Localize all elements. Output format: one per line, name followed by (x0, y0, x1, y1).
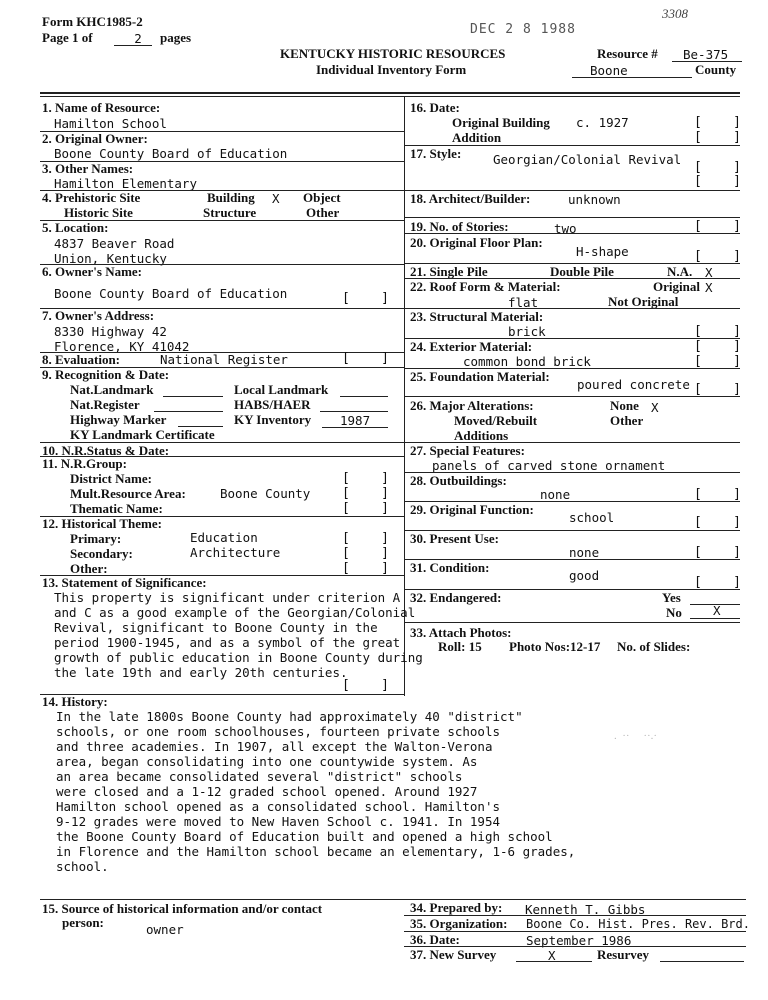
outbuildings-bracket: [ ] (694, 487, 741, 502)
secondary-bracket: [ ] (342, 546, 389, 561)
structure-label: Structure (203, 205, 257, 220)
primary-value: Education (190, 530, 258, 545)
exterior-label: 24. Exterior Material: (410, 339, 533, 354)
alterations-other-label: Other (610, 413, 644, 428)
form-subtitle: Individual Inventory Form (316, 62, 467, 77)
exterior-bracket-1: [ ] (694, 339, 741, 354)
page-total: 2 (134, 31, 142, 46)
owners-address-line1: 8330 Highway 42 (54, 324, 167, 339)
outbuildings-value: none (540, 487, 571, 502)
nr-status-label: 10. N.R.Status & Date: (42, 443, 170, 458)
new-survey-label: 37. New Survey (410, 947, 497, 962)
history-line: school. (56, 859, 109, 874)
foundation-label: 25. Foundation Material: (410, 369, 550, 384)
other-theme-label: Other: (70, 561, 108, 576)
present-use-value: none (569, 545, 600, 560)
history-line: In the late 1800s Boone County had approximately 40 "district" (56, 709, 523, 724)
district-bracket: [ ] (342, 471, 389, 486)
present-use-bracket: [ ] (694, 545, 741, 560)
location-line1: 4837 Beaver Road (54, 236, 175, 251)
original-building-label: Original Building (452, 115, 550, 130)
stories-value: two (554, 221, 577, 236)
na-mark: X (705, 265, 713, 280)
mra-value: Boone County (220, 486, 311, 501)
attach-photos-label: 33. Attach Photos: (410, 625, 512, 640)
photos-slides-label: No. of Slides: (617, 639, 691, 654)
nat-register-label: Nat.Register (70, 397, 140, 412)
source-value: owner (146, 922, 184, 937)
thematic-name-label: Thematic Name: (70, 501, 163, 516)
structural-label: 23. Structural Material: (410, 309, 544, 324)
date-label: 16. Date: (410, 100, 460, 115)
significance-line: This property is significant under criterion A (54, 590, 401, 605)
history-line: were closed and a 1-12 graded school opened. Around 1927 (56, 784, 478, 799)
history-line: an area became consolidated several "district" schools (56, 769, 463, 784)
history-line: area, began consolidating into one countywide system. As (56, 754, 478, 769)
significance-line: the late 19th and early 20th centuries. (54, 665, 348, 680)
primary-label: Primary: (70, 531, 122, 546)
floor-plan-label: 20. Original Floor Plan: (410, 235, 543, 250)
original-building-bracket: [ ] (694, 115, 741, 130)
na-label: N.A. (667, 264, 693, 279)
name-of-resource-label: 1. Name of Resource: (42, 100, 161, 115)
historical-theme-label: 12. Historical Theme: (42, 516, 162, 531)
original-owner-label: 2. Original Owner: (42, 131, 148, 146)
original-building-value: c. 1927 (576, 115, 629, 130)
secondary-value: Architecture (190, 545, 281, 560)
history-line: 9-12 grades were moved to New Haven School c. 1941. In 1954 (56, 814, 501, 829)
foundation-bracket: [ ] (694, 382, 741, 397)
organization-value: Boone Co. Hist. Pres. Rev. Brd. (526, 917, 750, 931)
organization-label: 35. Organization: (410, 916, 508, 931)
style-bracket-1: [ ] (694, 160, 741, 175)
roof-not-original-label: Not Original (608, 294, 679, 309)
county-label: County (695, 62, 737, 77)
county-value: Boone (590, 63, 628, 78)
single-pile-label: 21. Single Pile (410, 264, 488, 279)
habs-haer-label: HABS/HAER (234, 397, 311, 412)
structural-bracket: [ ] (694, 324, 741, 339)
district-name-label: District Name: (70, 471, 152, 486)
alterations-label: 26. Major Alterations: (410, 398, 534, 413)
handwritten-number: 3308 (662, 6, 688, 21)
ky-inventory-label: KY Inventory (234, 412, 312, 427)
primary-bracket: [ ] (342, 531, 389, 546)
local-landmark-label: Local Landmark (234, 382, 329, 397)
other-theme-bracket: [ ] (342, 561, 389, 576)
prepared-by-value: Kenneth T. Gibbs (525, 902, 646, 917)
new-survey-mark: X (548, 948, 556, 963)
significance-bracket: [ ] (342, 678, 389, 693)
pages-label: pages (160, 30, 192, 45)
structural-value: brick (508, 324, 546, 339)
ky-inventory-value: 1987 (340, 413, 371, 428)
date-stamp: DEC 2 8 1988 (470, 22, 576, 37)
architect-value: unknown (568, 192, 621, 207)
ky-landmark-label: KY Landmark Certificate (70, 427, 215, 442)
nat-landmark-label: Nat.Landmark (70, 382, 154, 397)
floor-plan-value: H-shape (576, 244, 629, 259)
moved-rebuilt-label: Moved/Rebuilt (454, 413, 538, 428)
building-mark: X (272, 191, 280, 206)
owners-name-value: Boone County Board of Education (54, 286, 288, 301)
evaluation-label: 8. Evaluation: (42, 352, 121, 367)
original-function-label: 29. Original Function: (410, 502, 534, 517)
history-line: in Florence and the Hamilton school became an elementary, 1-6 grades, (56, 844, 576, 859)
owners-name-label: 6. Owner's Name: (42, 264, 143, 279)
significance-line: Revival, significant to Boone County in the (54, 620, 378, 635)
roof-value: flat (508, 295, 539, 310)
original-function-value: school (569, 510, 615, 525)
stories-label: 19. No. of Stories: (410, 219, 509, 234)
endangered-yes-label: Yes (662, 590, 681, 605)
foundation-value: poured concrete (577, 377, 690, 392)
thematic-bracket: [ ] (342, 501, 389, 516)
prehistoric-site-label: 4. Prehistoric Site (42, 190, 141, 205)
mra-label: Mult.Resource Area: (70, 486, 186, 501)
original-owner-value: Boone County Board of Education (54, 146, 288, 161)
resurvey-label: Resurvey (597, 947, 649, 962)
location-line2: Union, Kentucky (54, 251, 167, 266)
special-features-value: panels of carved stone ornament (432, 458, 666, 473)
other-type-label: Other (306, 205, 340, 220)
roof-original-mark: X (705, 280, 713, 295)
highway-marker-label: Highway Marker (70, 412, 167, 427)
form-title: KENTUCKY HISTORIC RESOURCES (280, 46, 506, 61)
source-label: 15. Source of historical information and/or contact (42, 901, 323, 916)
additions-label: Additions (454, 428, 509, 443)
present-use-label: 30. Present Use: (410, 531, 499, 546)
alterations-none-label: None (610, 398, 639, 413)
page-label: Page 1 of (42, 30, 93, 45)
stories-bracket: [ ] (694, 219, 741, 234)
owners-address-line2: Florence, KY 41042 (54, 339, 190, 354)
form-id: Form KHC1985-2 (42, 14, 143, 29)
history-line: Hamilton school opened as a consolidated school. Hamilton's (56, 799, 501, 814)
endangered-no-mark: X (713, 603, 721, 618)
evaluation-value: National Register (160, 352, 288, 367)
prepared-by-label: 34. Prepared by: (410, 900, 503, 915)
condition-bracket: [ ] (694, 575, 741, 590)
photos-numbers: Photo Nos:12-17 (509, 639, 601, 654)
building-label: Building (207, 190, 255, 205)
condition-label: 31. Condition: (410, 560, 490, 575)
owners-address-label: 7. Owner's Address: (42, 308, 155, 323)
style-label: 17. Style: (410, 146, 462, 161)
special-features-label: 27. Special Features: (410, 443, 525, 458)
exterior-bracket-2: [ ] (694, 354, 741, 369)
other-names-label: 3. Other Names: (42, 161, 134, 176)
floor-plan-bracket: [ ] (694, 249, 741, 264)
style-value: Georgian/Colonial Revival (493, 152, 682, 167)
outbuildings-label: 28. Outbuildings: (410, 473, 507, 488)
significance-label: 13. Statement of Significance: (42, 575, 207, 590)
architect-label: 18. Architect/Builder: (410, 191, 531, 206)
roof-label: 22. Roof Form & Material: (410, 279, 561, 294)
resource-label: Resource # (597, 46, 658, 61)
exterior-value: common bond brick (463, 354, 591, 369)
recognition-label: 9. Recognition & Date: (42, 367, 170, 382)
resource-value: Be-375 (683, 47, 729, 62)
nr-group-label: 11. N.R.Group: (42, 456, 127, 471)
other-names-value: Hamilton Elementary (54, 176, 197, 191)
style-bracket-2: [ ] (694, 174, 741, 189)
owner-bracket: [ ] (342, 291, 389, 306)
condition-value: good (569, 568, 600, 583)
history-label: 14. History: (42, 694, 108, 709)
secondary-label: Secondary: (70, 546, 133, 561)
source-label-person: person: (62, 915, 104, 930)
prepared-date-label: 36. Date: (410, 932, 460, 947)
name-of-resource-value: Hamilton School (54, 116, 167, 131)
prepared-date-value: September 1986 (526, 933, 632, 948)
location-label: 5. Location: (42, 220, 109, 235)
original-function-bracket: [ ] (694, 515, 741, 530)
object-label: Object (303, 190, 341, 205)
significance-line: growth of public education in Boone County during (54, 650, 423, 665)
history-line: and three academies. In 1907, all except the Walton-Verona (56, 739, 493, 754)
evaluation-bracket: [ ] (342, 351, 389, 366)
faint-marks: . ·· ··.· (614, 730, 658, 742)
mra-bracket: [ ] (342, 486, 389, 501)
endangered-no-label: No (666, 605, 682, 620)
significance-line: period 1900-1945, and as a symbol of the great (54, 635, 401, 650)
alterations-none-mark: X (651, 400, 659, 415)
history-line: schools, or one room schoolhouses, fourteen private schools (56, 724, 501, 739)
addition-label: Addition (452, 130, 502, 145)
double-pile-label: Double Pile (550, 264, 614, 279)
endangered-label: 32. Endangered: (410, 590, 502, 605)
roof-original-label: Original (653, 279, 700, 294)
photos-roll: Roll: 15 (438, 639, 482, 654)
addition-bracket: [ ] (694, 130, 741, 145)
history-line: the Boone County Board of Education built and opened a high school (56, 829, 553, 844)
significance-line: and C as a good example of the Georgian/Colonial (54, 605, 416, 620)
historic-site-label: Historic Site (64, 205, 133, 220)
